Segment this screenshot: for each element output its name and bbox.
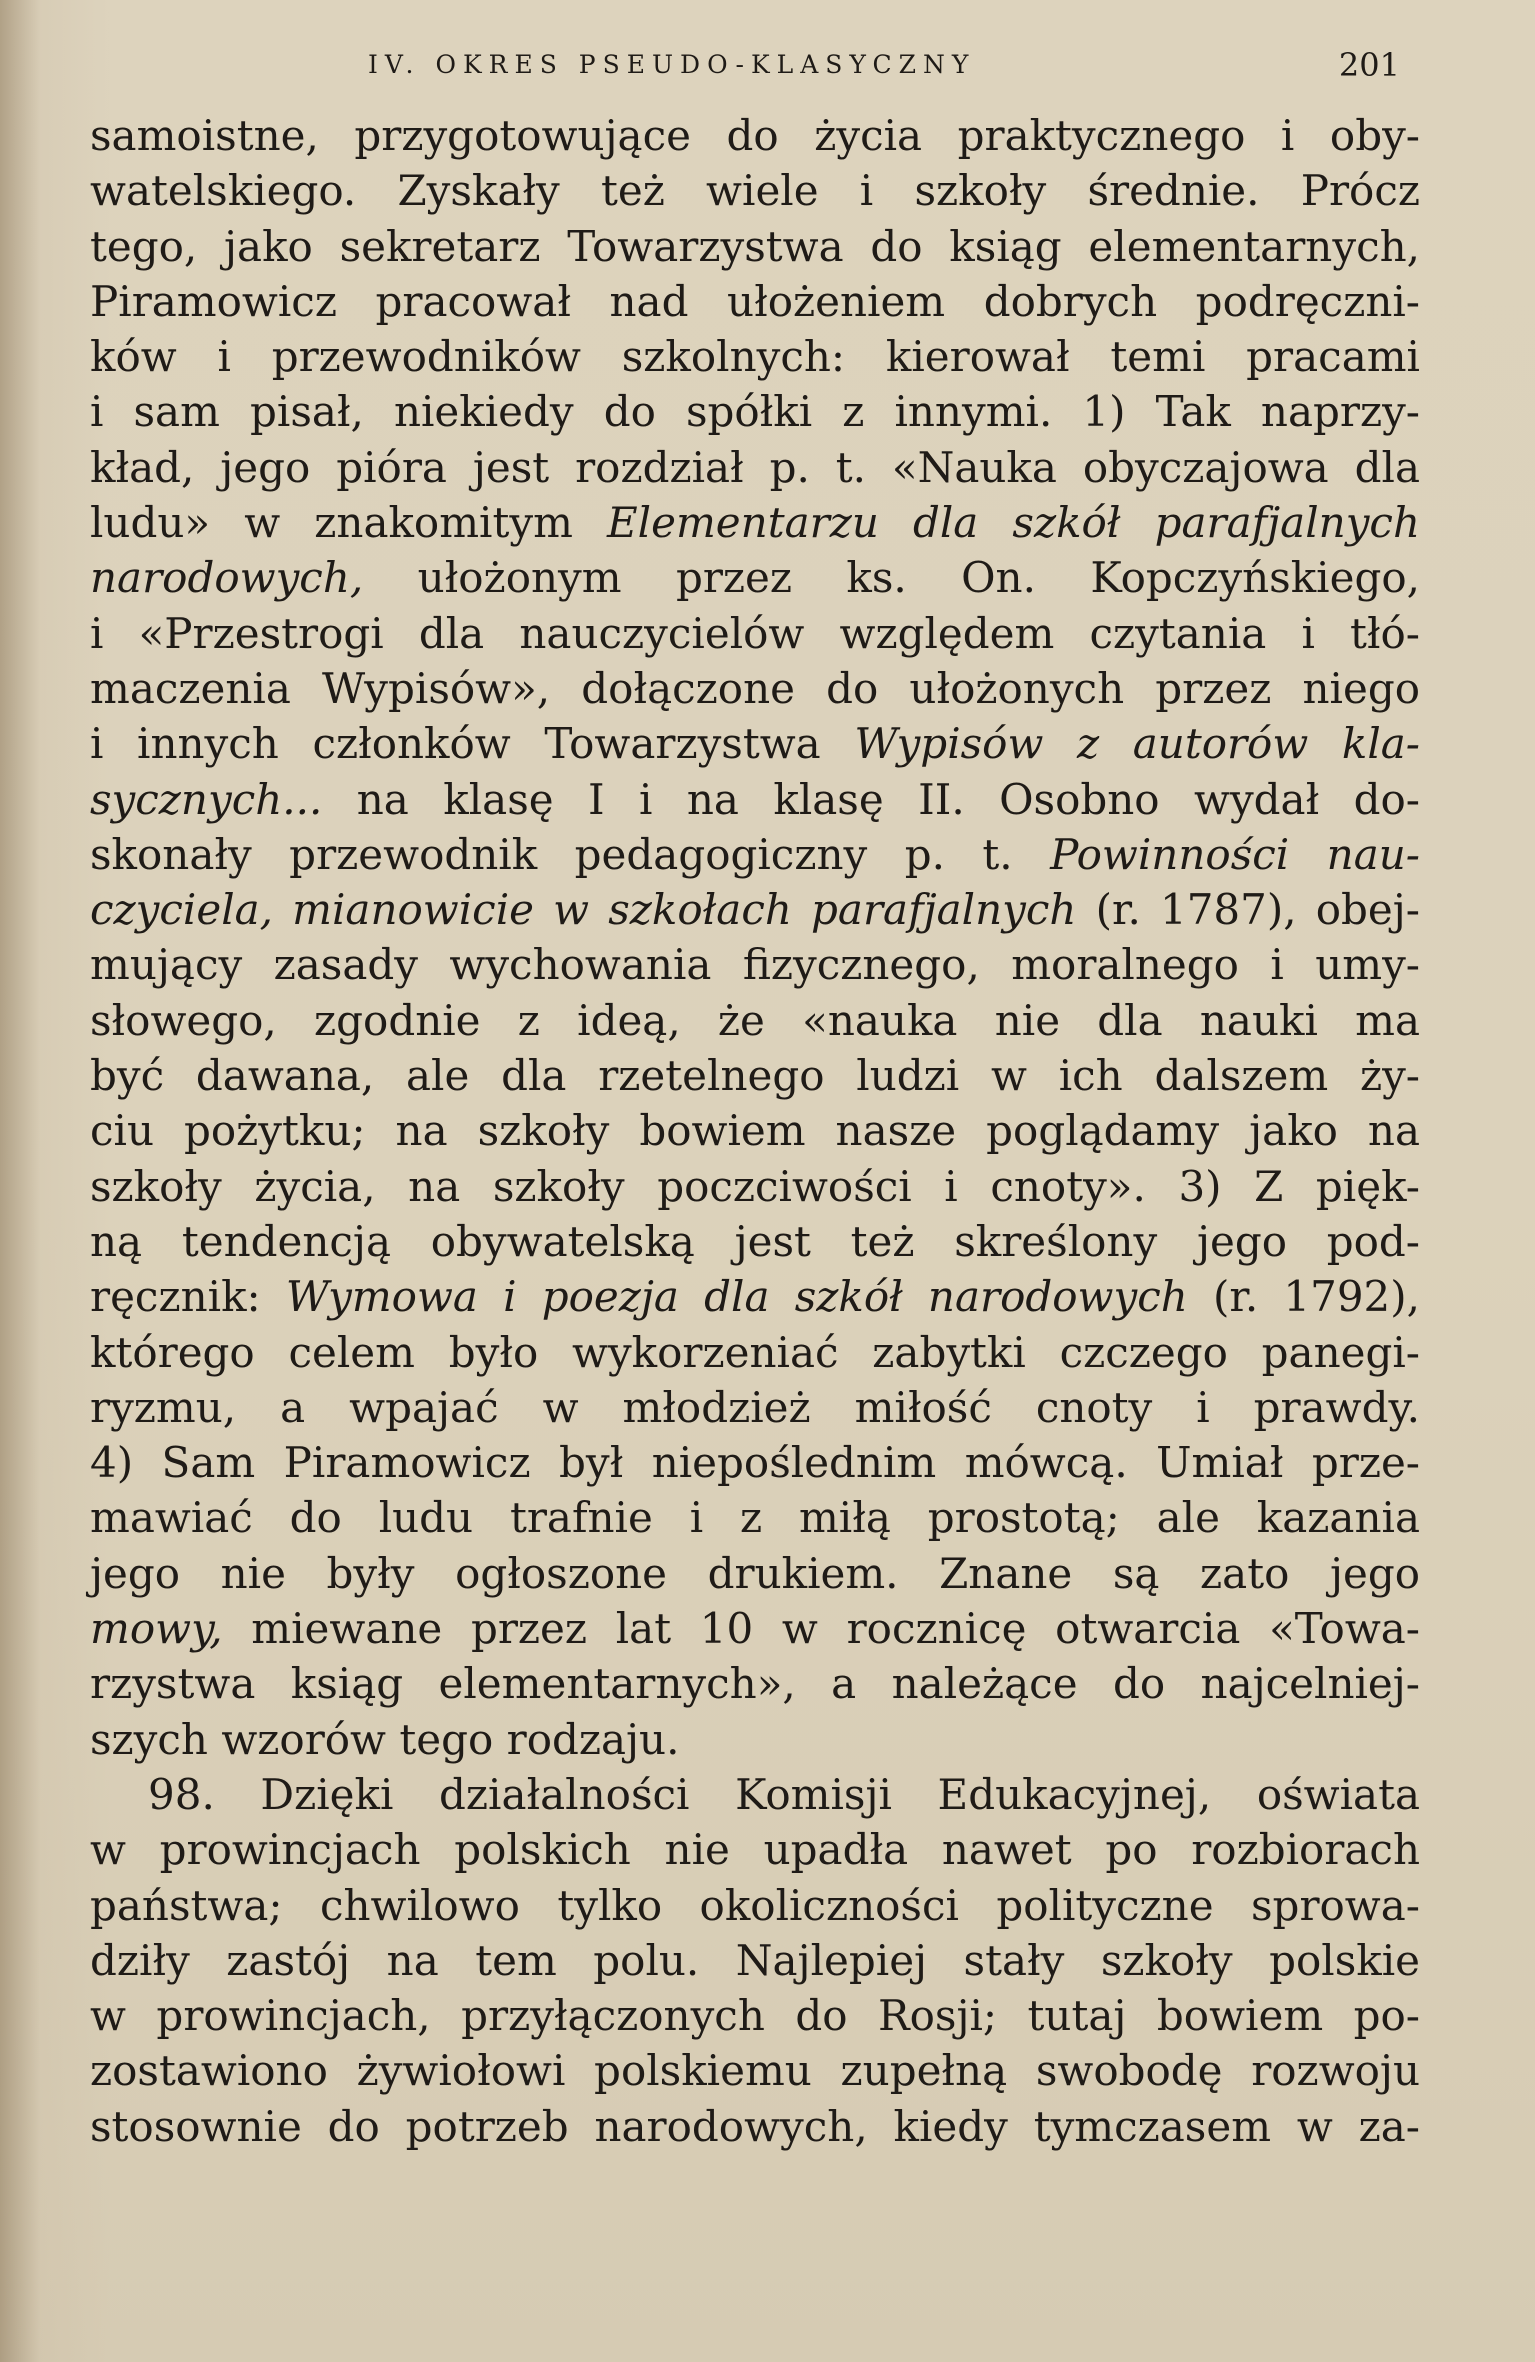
text-line: być dawana, ale dla rzetelnego ludzi w ich dalszem ży- (90, 1051, 1420, 1101)
italic-title: sycznych... (90, 774, 323, 824)
text-line (90, 1601, 1420, 1656)
text-line: i sam pisał, niekiedy do spółki z innymi. 1) Tak naprzy- (90, 387, 1420, 437)
text-segment: ludu» w znakomitym (90, 498, 608, 548)
text-line (90, 495, 1420, 550)
text-line: szych wzorów tego rodzaju. (90, 1714, 680, 1764)
text-line: maczenia Wypisów», dołączone do ułożonych przez niego (90, 663, 1420, 713)
text-line: samoistne, przygotowujące do życia praktycznego i oby- (90, 111, 1420, 160)
text-line: w prowincjach polskich nie upadła nawet po rozbiorach (90, 1825, 1420, 1875)
text-line (90, 716, 1420, 771)
italic-title: czyciela, mianowicie w szkołach parafjalnych (90, 885, 1077, 935)
text-line (90, 1269, 1420, 1324)
text-line: 4) Sam Piramowicz był niepoślednim mówcą. Umiał prze- (90, 1438, 1420, 1488)
text-line: stosownie do potrzeb narodowych, kiedy tymczasem w za- (90, 2101, 1420, 2151)
text-line (90, 550, 1420, 605)
text-segment: ręcznik: (90, 1272, 286, 1322)
text-segment: (r. 1792), (1187, 1272, 1420, 1322)
text-line: mawiać do ludu trafnie i z miłą prostotą; ale kazania (90, 1493, 1420, 1543)
text-line: Piramowicz pracował nad ułożeniem dobrych podręczni- (90, 276, 1420, 326)
italic-title: Elementarzu dla szkół parafjalnych (607, 498, 1420, 548)
italic-title: Wypisów z autorów kla- (854, 719, 1421, 769)
text-line: zostawiono żywiołowi polskiemu zupełną swobodę rozwoju (90, 2046, 1420, 2096)
page-number: 201 (1338, 46, 1400, 84)
text-line: tego, jako sekretarz Towarzystwa do ksiąg elementarnych, (90, 221, 1420, 271)
text-line: mujący zasady wychowania fizycznego, moralnego i umy- (90, 940, 1420, 990)
body-text (90, 108, 1420, 2154)
text-line: w prowincjach, przyłączonych do Rosji; tutaj bowiem po- (90, 1991, 1420, 2041)
text-segment: (r. 1787), obej- (1076, 885, 1420, 935)
page-header (368, 46, 1400, 90)
text-line: szkoły życia, na szkoły poczciwości i cnoty». 3) Z pięk- (90, 1161, 1420, 1211)
text-line (90, 827, 1420, 882)
italic-title: Wymowa i poezja dla szkół narodowych (285, 1272, 1188, 1322)
italic-title: mowy, (90, 1604, 223, 1654)
running-head: IV. OKRES PSEUDO-KLASYCZNY (368, 50, 976, 79)
text-segment: na klasę I i na klasę II. Osobno wydał do- (322, 774, 1420, 824)
text-segment: i innych członków Towarzystwa (90, 719, 855, 769)
text-segment: miewane przez lat 10 w rocznicę otwarcia «Towa- (222, 1604, 1420, 1654)
text-line: kład, jego pióra jest rozdział p. t. «Nauka obyczajowa dla (90, 442, 1420, 492)
italic-title: narodowych, (90, 553, 364, 603)
text-line: państwa; chwilowo tylko okoliczności polityczne sprowa- (90, 1880, 1420, 1930)
text-line: ryzmu, a wpajać w młodzież miłość cnoty i prawdy. (90, 1382, 1420, 1432)
text-line: którego celem było wykorzeniać zabytki czczego panegi- (90, 1327, 1420, 1377)
text-line: 98. Dzięki działalności Komisji Edukacyjnej, oświata (148, 1769, 1420, 1819)
text-line (90, 882, 1420, 937)
text-segment: ułożonym przez ks. On. Kopczyńskiego, (363, 553, 1420, 603)
text-line: ciu pożytku; na szkoły bowiem nasze poglądamy jako na (90, 1106, 1420, 1156)
text-line (90, 772, 1420, 827)
text-line: watelskiego. Zyskały też wiele i szkoły średnie. Prócz (90, 166, 1420, 216)
text-line: i «Przestrogi dla nauczycielów względem czytania i tłó- (90, 608, 1420, 658)
text-line: rzystwa ksiąg elementarnych», a należące do najcelniej- (90, 1659, 1420, 1709)
text-line: ną tendencją obywatelską jest też skreślony jego pod- (90, 1216, 1420, 1266)
italic-title: Powinności nau- (1050, 829, 1420, 879)
text-line: słowego, zgodnie z ideą, że «nauka nie dla nauki ma (90, 995, 1420, 1045)
text-line: jego nie były ogłoszone drukiem. Znane są zato jego (90, 1548, 1420, 1598)
text-line: dziły zastój na tem polu. Najlepiej stały szkoły polskie (90, 1935, 1420, 1985)
text-segment: skonały przewodnik pedagogiczny p. t. (90, 829, 1051, 879)
text-line: ków i przewodników szkolnych: kierował temi pracami (90, 332, 1420, 382)
